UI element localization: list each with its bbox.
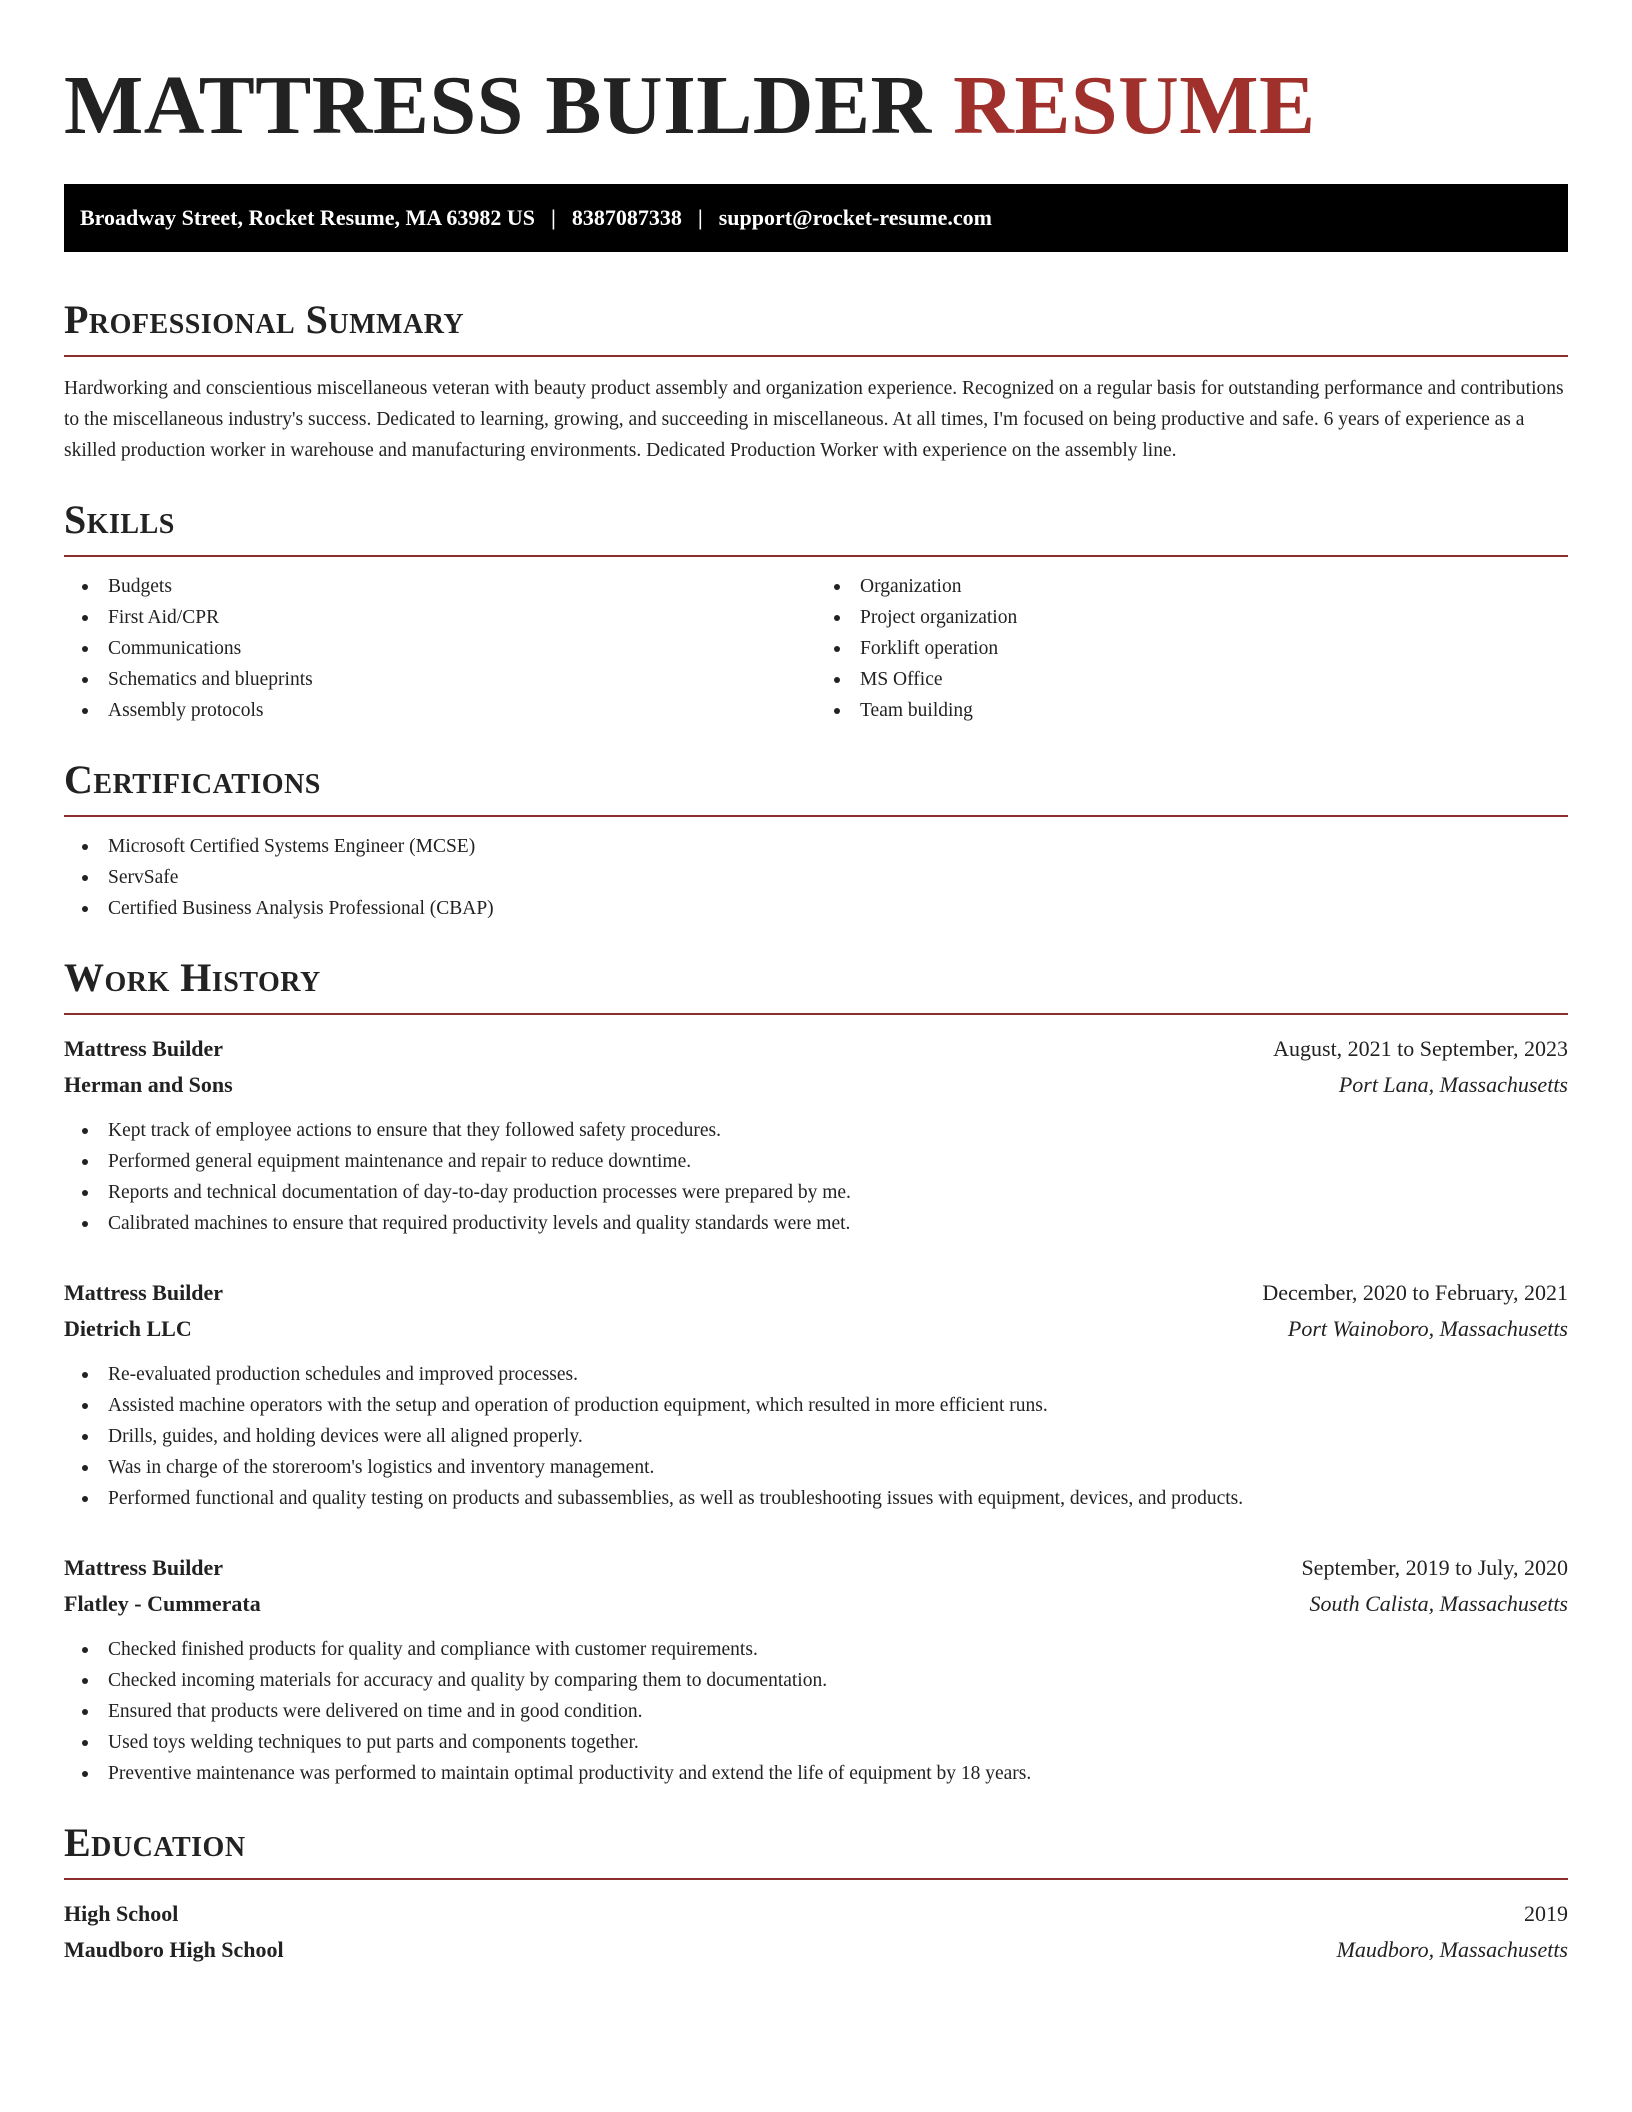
job-bullet: Assisted machine operators with the setup and operation of production equipment, which resulted in more efficient runs.	[64, 1390, 1568, 1421]
summary-text: Hardworking and conscientious miscellaneous veteran with beauty product assembly and organization experience. Recognized on a regular basis for outstanding performance and contributions to the miscellaneous industry's success. Dedicated to learning, growing, and succeeding in miscellaneous. At all times, I'm focused on being productive and safe. 6 years of experience as a skilled production worker in warehouse and manufacturing environments. Dedicated Production Worker with experience on the assembly line.	[64, 378, 1564, 461]
job-header-row	[64, 1031, 1568, 1067]
summary-heading: Professional Summary	[64, 296, 1568, 357]
skill-item: Project organization	[816, 602, 1568, 633]
job-dates: December, 2020 to February, 2021	[1262, 1280, 1568, 1305]
skills-list-left	[64, 571, 816, 726]
job-dates: September, 2019 to July, 2020	[1301, 1555, 1568, 1580]
education-year: 2019	[1524, 1901, 1568, 1926]
job-title: Mattress Builder	[64, 1555, 224, 1580]
contact-separator: |	[697, 205, 703, 230]
education-section	[64, 1819, 1568, 1968]
job-location: South Calista, Massachusetts	[1309, 1591, 1568, 1616]
title-accent: RESUME	[953, 59, 1316, 152]
job-entry	[64, 1275, 1568, 1514]
skills-list-right	[816, 571, 1568, 726]
contact-separator: |	[551, 205, 556, 230]
skills-heading: Skills	[64, 496, 1568, 557]
job-location: Port Wainoboro, Massachusetts	[1287, 1316, 1568, 1341]
job-bullet: Kept track of employee actions to ensure that they followed safety procedures.	[64, 1115, 1568, 1146]
skill-item: Forklift operation	[816, 633, 1568, 664]
education-degree: High School	[64, 1901, 179, 1926]
certification-item: Certified Business Analysis Professional (CBAP)	[64, 893, 1568, 924]
job-bullet: Re-evaluated production schedules and improved processes.	[64, 1359, 1568, 1390]
job-header-row	[64, 1550, 1568, 1586]
certifications-section	[64, 756, 1568, 924]
job-bullet: Used toys welding techniques to put parts and components together.	[64, 1727, 1568, 1758]
skill-item: MS Office	[816, 664, 1568, 695]
education-school: Maudboro High School	[64, 1937, 284, 1962]
contact-phone: 8387087338	[571, 205, 682, 230]
job-title: Mattress Builder	[64, 1280, 224, 1305]
certification-item: Microsoft Certified Systems Engineer (MCSE)	[64, 831, 1568, 862]
skill-item: Organization	[816, 571, 1568, 602]
contact-email: support@rocket-resume.com	[718, 205, 992, 230]
job-entry	[64, 1031, 1568, 1239]
title-main: MATTRESS BUILDER	[64, 59, 932, 152]
job-company: Herman and Sons	[64, 1072, 233, 1097]
skill-item: Team building	[816, 695, 1568, 726]
skills-grid	[64, 557, 1568, 726]
job-bullet: Preventive maintenance was performed to maintain optimal productivity and extend the life of equipment by 18 years.	[64, 1758, 1568, 1789]
certification-item: ServSafe	[64, 862, 1568, 893]
job-company-row	[64, 1311, 1568, 1347]
education-heading: Education	[64, 1819, 1568, 1880]
education-location: Maudboro, Massachusetts	[1336, 1937, 1568, 1962]
summary-section	[64, 296, 1568, 466]
education-school-row	[64, 1932, 1568, 1968]
job-company: Flatley - Cummerata	[64, 1591, 261, 1616]
job-company-row	[64, 1067, 1568, 1103]
job-bullet: Drills, guides, and holding devices were all aligned properly.	[64, 1421, 1568, 1452]
contact-address: Broadway Street, Rocket Resume, MA 63982 US	[80, 205, 536, 230]
work-history-heading: Work History	[64, 954, 1568, 1015]
certifications-list	[64, 831, 1568, 924]
skill-item: Communications	[64, 633, 816, 664]
job-bullets	[64, 1634, 1568, 1789]
job-bullet: Checked incoming materials for accuracy and quality by comparing them to documentation.	[64, 1665, 1568, 1696]
job-bullet: Performed functional and quality testing on products and subassemblies, as well as troubleshooting issues with equipment, devices, and products.	[64, 1483, 1568, 1514]
certifications-heading: Certifications	[64, 756, 1568, 817]
job-company: Dietrich LLC	[64, 1316, 192, 1341]
job-entry	[64, 1550, 1568, 1789]
skills-section	[64, 496, 1568, 726]
job-bullets	[64, 1359, 1568, 1514]
education-entry	[64, 1896, 1568, 1968]
job-location: Port Lana, Massachusetts	[1338, 1072, 1568, 1097]
job-company-row	[64, 1586, 1568, 1622]
job-bullet: Ensured that products were delivered on time and in good condition.	[64, 1696, 1568, 1727]
education-degree-row	[64, 1896, 1568, 1932]
job-header-row	[64, 1275, 1568, 1311]
skill-item: First Aid/CPR	[64, 602, 816, 633]
resume-title	[64, 59, 1568, 152]
job-bullet: Calibrated machines to ensure that required productivity levels and quality standards were met.	[64, 1208, 1568, 1239]
job-bullet: Checked finished products for quality and compliance with customer requirements.	[64, 1634, 1568, 1665]
skill-item: Assembly protocols	[64, 695, 816, 726]
job-bullet: Was in charge of the storeroom's logistics and inventory management.	[64, 1452, 1568, 1483]
contact-bar	[64, 184, 1568, 252]
job-bullet: Reports and technical documentation of day-to-day production processes were prepared by me.	[64, 1177, 1568, 1208]
job-bullets	[64, 1115, 1568, 1239]
skill-item: Schematics and blueprints	[64, 664, 816, 695]
job-dates: August, 2021 to September, 2023	[1273, 1036, 1568, 1061]
job-bullet: Performed general equipment maintenance and repair to reduce downtime.	[64, 1146, 1568, 1177]
job-title: Mattress Builder	[64, 1036, 224, 1061]
skill-item: Budgets	[64, 571, 816, 602]
work-history-section	[64, 954, 1568, 1789]
